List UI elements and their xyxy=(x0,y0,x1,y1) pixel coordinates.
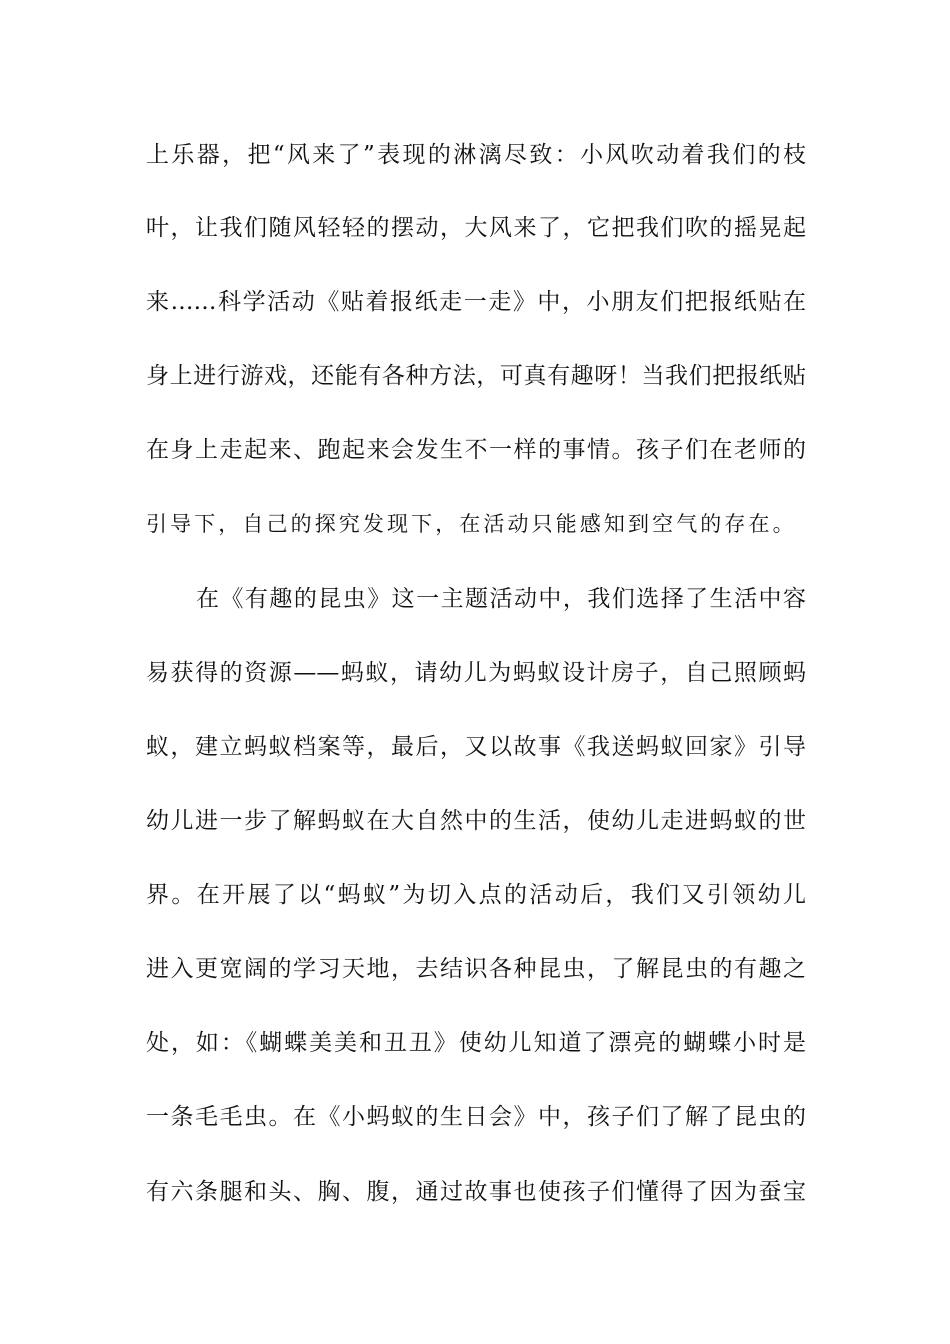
text-line-5: 在身上走起来、跑起来会发生不一样的事情。孩子们在老师的 xyxy=(146,437,806,463)
text-line-12: 进入更宽阔的学习天地，去结识各种昆虫，了解昆虫的有趣之 xyxy=(146,956,806,982)
text-line-4: 身上进行游戏，还能有各种方法，可真有趣呀！当我们把报纸贴 xyxy=(146,363,806,389)
text-line-15: 有六条腿和头、胸、腹，通过故事也使孩子们懂得了因为蚕宝 xyxy=(146,1179,806,1205)
text-line-7: 在《有趣的昆虫》这一主题活动中，我们选择了生活中容 xyxy=(196,586,806,612)
text-line-2: 叶，让我们随风轻轻的摆动，大风来了，它把我们吹的摇晃起 xyxy=(146,215,806,241)
text-line-13: 处，如：《蝴蝶美美和丑丑》使幼儿知道了漂亮的蝴蝶小时是 xyxy=(146,1030,806,1056)
text-line-3: 来……科学活动《贴着报纸走一走》中，小朋友们把报纸贴在 xyxy=(146,289,806,315)
text-line-1: 上乐器，把“风来了”表现的淋漓尽致：小风吹动着我们的枝 xyxy=(146,142,806,168)
text-line-10: 幼儿进一步了解蚂蚁在大自然中的生活，使幼儿走进蚂蚁的世 xyxy=(146,808,806,834)
text-line-8: 易获得的资源——蚂蚁，请幼儿为蚂蚁设计房子，自己照顾蚂 xyxy=(146,660,806,686)
text-line-14: 一条毛毛虫。在《小蚂蚁的生日会》中，孩子们了解了昆虫的 xyxy=(146,1104,806,1130)
text-line-6: 引导下，自己的探究发现下，在活动只能感知到空气的存在。 xyxy=(146,512,797,536)
text-line-11: 界。在开展了以“蚂蚁”为切入点的活动后，我们又引领幼儿 xyxy=(146,882,806,908)
text-line-9: 蚁，建立蚂蚁档案等，最后，又以故事《我送蚂蚁回家》引导 xyxy=(146,734,806,760)
